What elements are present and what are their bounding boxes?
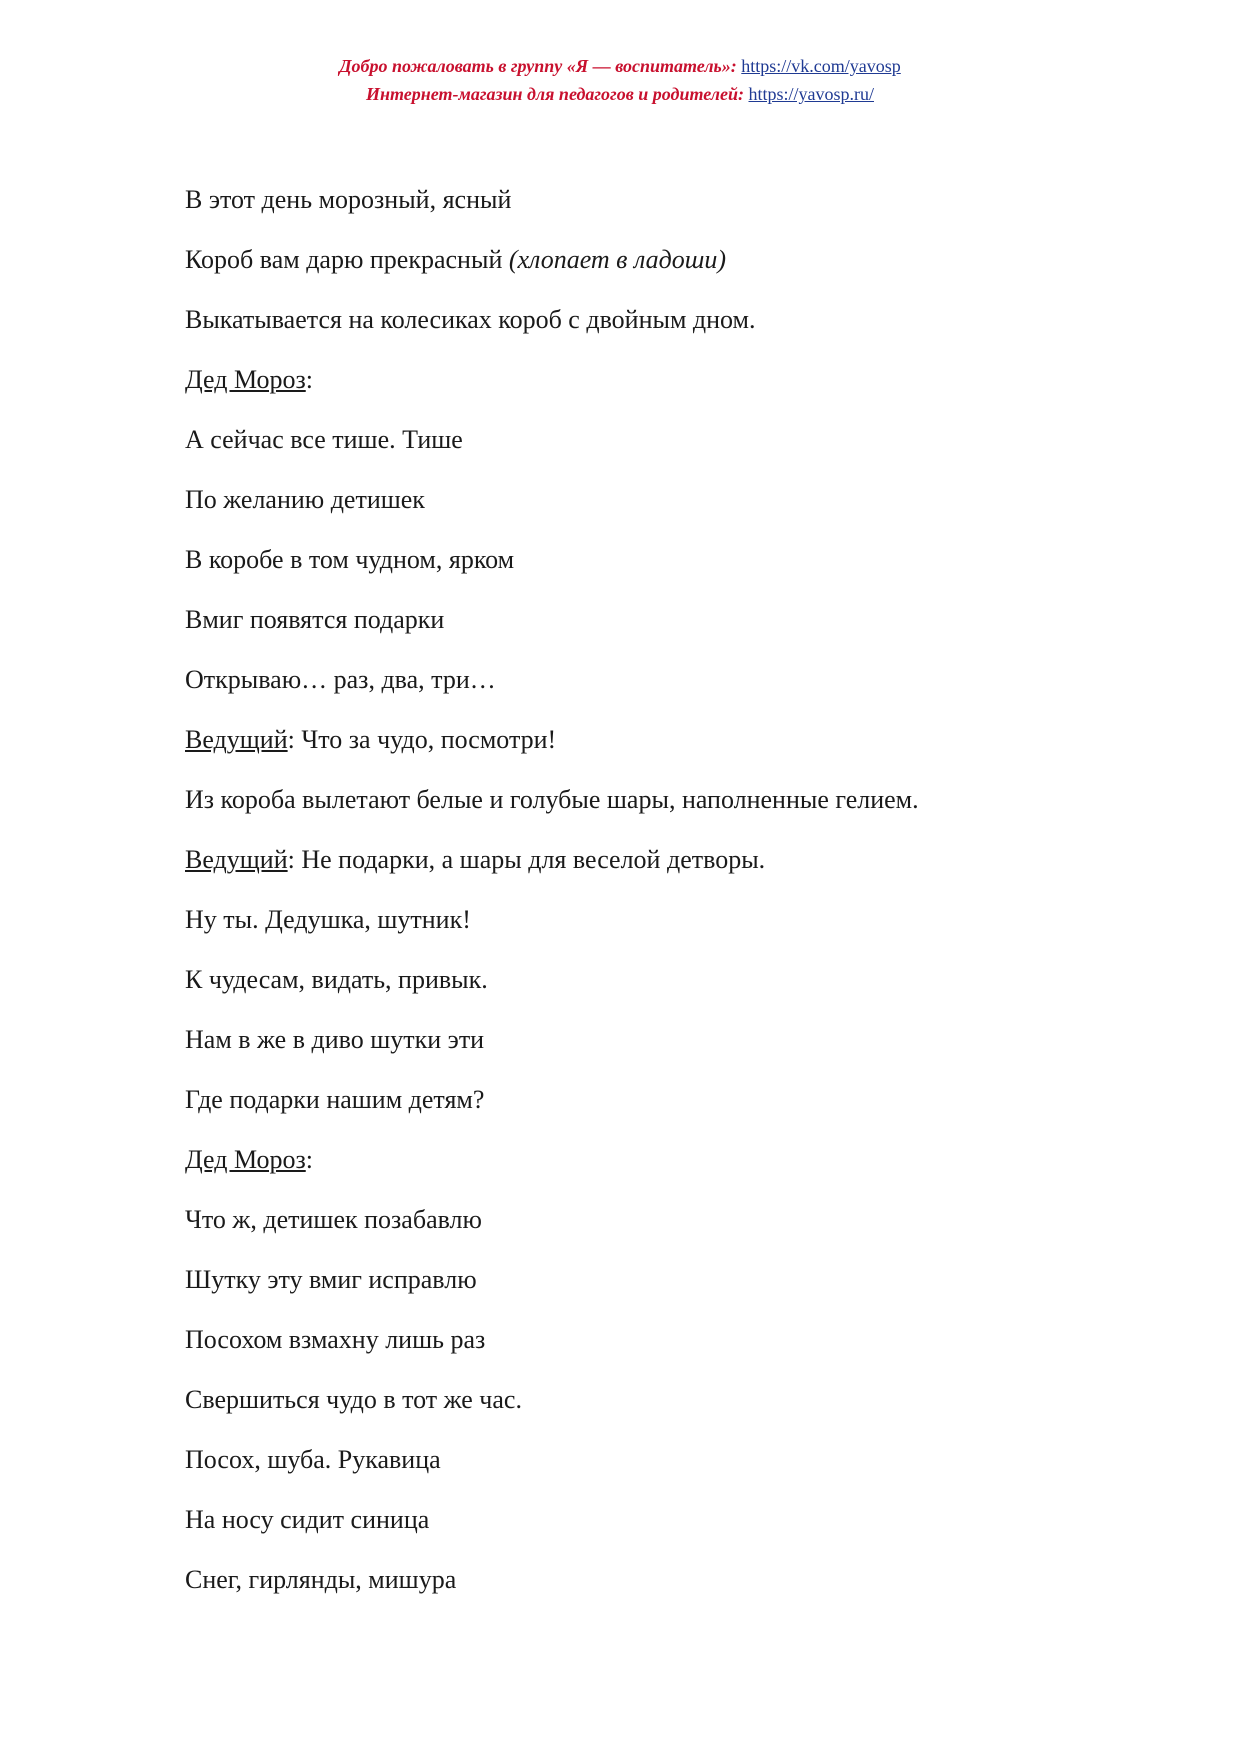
speaker-line: Дед Мороз: [185,365,313,394]
text-line: По желанию детишек [185,485,425,514]
text-line: Нам в же в диво шутки эти [185,1025,485,1054]
speaker-name: Дед Мороз [185,1145,306,1174]
stage-direction: Выкатывается на колесиках короб с двойным дном. [185,305,756,334]
text-line: На носу сидит синица [185,1505,430,1534]
script-text [185,170,1085,1610]
text-line: В этот день морозный, ясный [185,185,512,214]
text-line: В коробе в том чудном, ярком [185,545,515,574]
group-promo-text: Добро пожаловать в группу «Я — воспитатель»: [339,56,737,76]
page-header [0,52,1240,108]
text-line: Короб вам дарю прекрасный (хлопает в ладоши) [185,245,727,274]
text-line: Вмиг появятся подарки [185,605,445,634]
header-line-group [0,52,1240,80]
text-line: Открываю… раз, два, три… [185,665,496,694]
speaker-line: Ведущий: Не подарки, а шары для веселой детворы. [185,845,766,874]
text-line: Посохом взмахну лишь раз [185,1325,486,1354]
text-line: Шутку эту вмиг исправлю [185,1265,477,1294]
text-line: Где подарки нашим детям? [185,1085,485,1114]
text-line: Посох, шуба. Рукавица [185,1445,441,1474]
speaker-name: Ведущий [185,725,288,754]
text-line: Свершиться чудо в тот же час. [185,1385,522,1414]
text-line: Что ж, детишек позабавлю [185,1205,482,1234]
stage-remark: (хлопает в ладоши) [508,245,727,274]
shop-promo-text: Интернет-магазин для педагогов и родителей: [366,84,744,104]
speaker-name: Ведущий [185,845,288,874]
stage-direction: Из короба вылетают белые и голубые шары, наполненные гелием. [185,785,919,814]
shop-link[interactable]: https://yavosp.ru/ [748,84,874,104]
text-line: Ну ты. Дедушка, шутник! [185,905,471,934]
text-line: К чудесам, видать, привык. [185,965,488,994]
text-line: Снег, гирлянды, мишура [185,1565,457,1594]
header-line-shop [0,80,1240,108]
speaker-line: Ведущий: Что за чудо, посмотри! [185,725,557,754]
text-line: А сейчас все тише. Тише [185,425,463,454]
speaker-line: Дед Мороз: [185,1145,313,1174]
speaker-name: Дед Мороз [185,365,306,394]
vk-group-link[interactable]: https://vk.com/yavosp [741,56,901,76]
